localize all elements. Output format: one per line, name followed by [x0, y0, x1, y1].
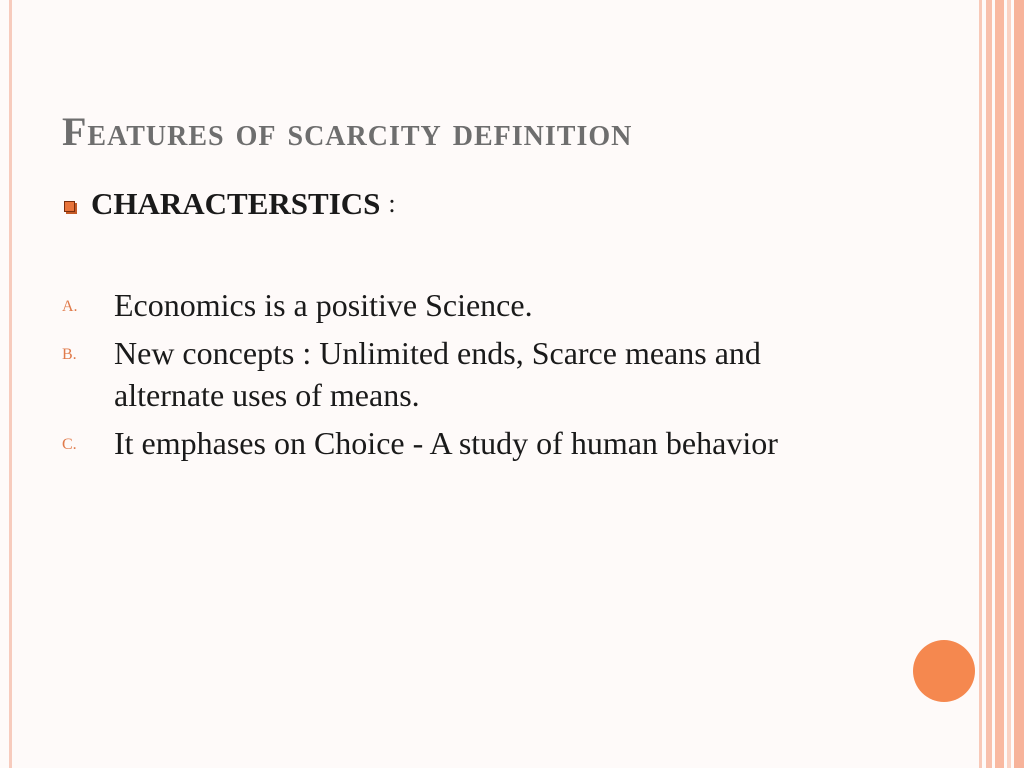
heading-label: CHARACTERSTICS: [91, 186, 381, 221]
left-border-line: [9, 0, 12, 768]
circle-decoration: [913, 640, 975, 702]
list-marker: A.: [62, 298, 78, 315]
list-item: [62, 284, 882, 326]
right-stripe: [979, 0, 982, 768]
characteristics-heading: [64, 186, 396, 222]
list-item-text: New concepts : Unlimited ends, Scarce means and alternate uses of means.: [114, 335, 761, 413]
characteristics-list: [62, 284, 882, 470]
right-stripe: [986, 0, 992, 768]
square-bullet-icon: [64, 201, 75, 212]
right-stripe: [995, 0, 1004, 768]
heading-suffix: :: [388, 189, 396, 218]
list-marker: B.: [62, 346, 77, 363]
right-stripe: [1014, 0, 1024, 768]
list-item-text: Economics is a positive Science.: [114, 287, 533, 323]
right-stripe: [1007, 0, 1011, 768]
slide-title: Features of scarcity definition: [62, 109, 633, 154]
list-item-text: It emphases on Choice - A study of human behavior: [114, 425, 778, 461]
list-item: [62, 332, 882, 416]
list-marker: C.: [62, 436, 77, 453]
list-item: [62, 422, 882, 464]
